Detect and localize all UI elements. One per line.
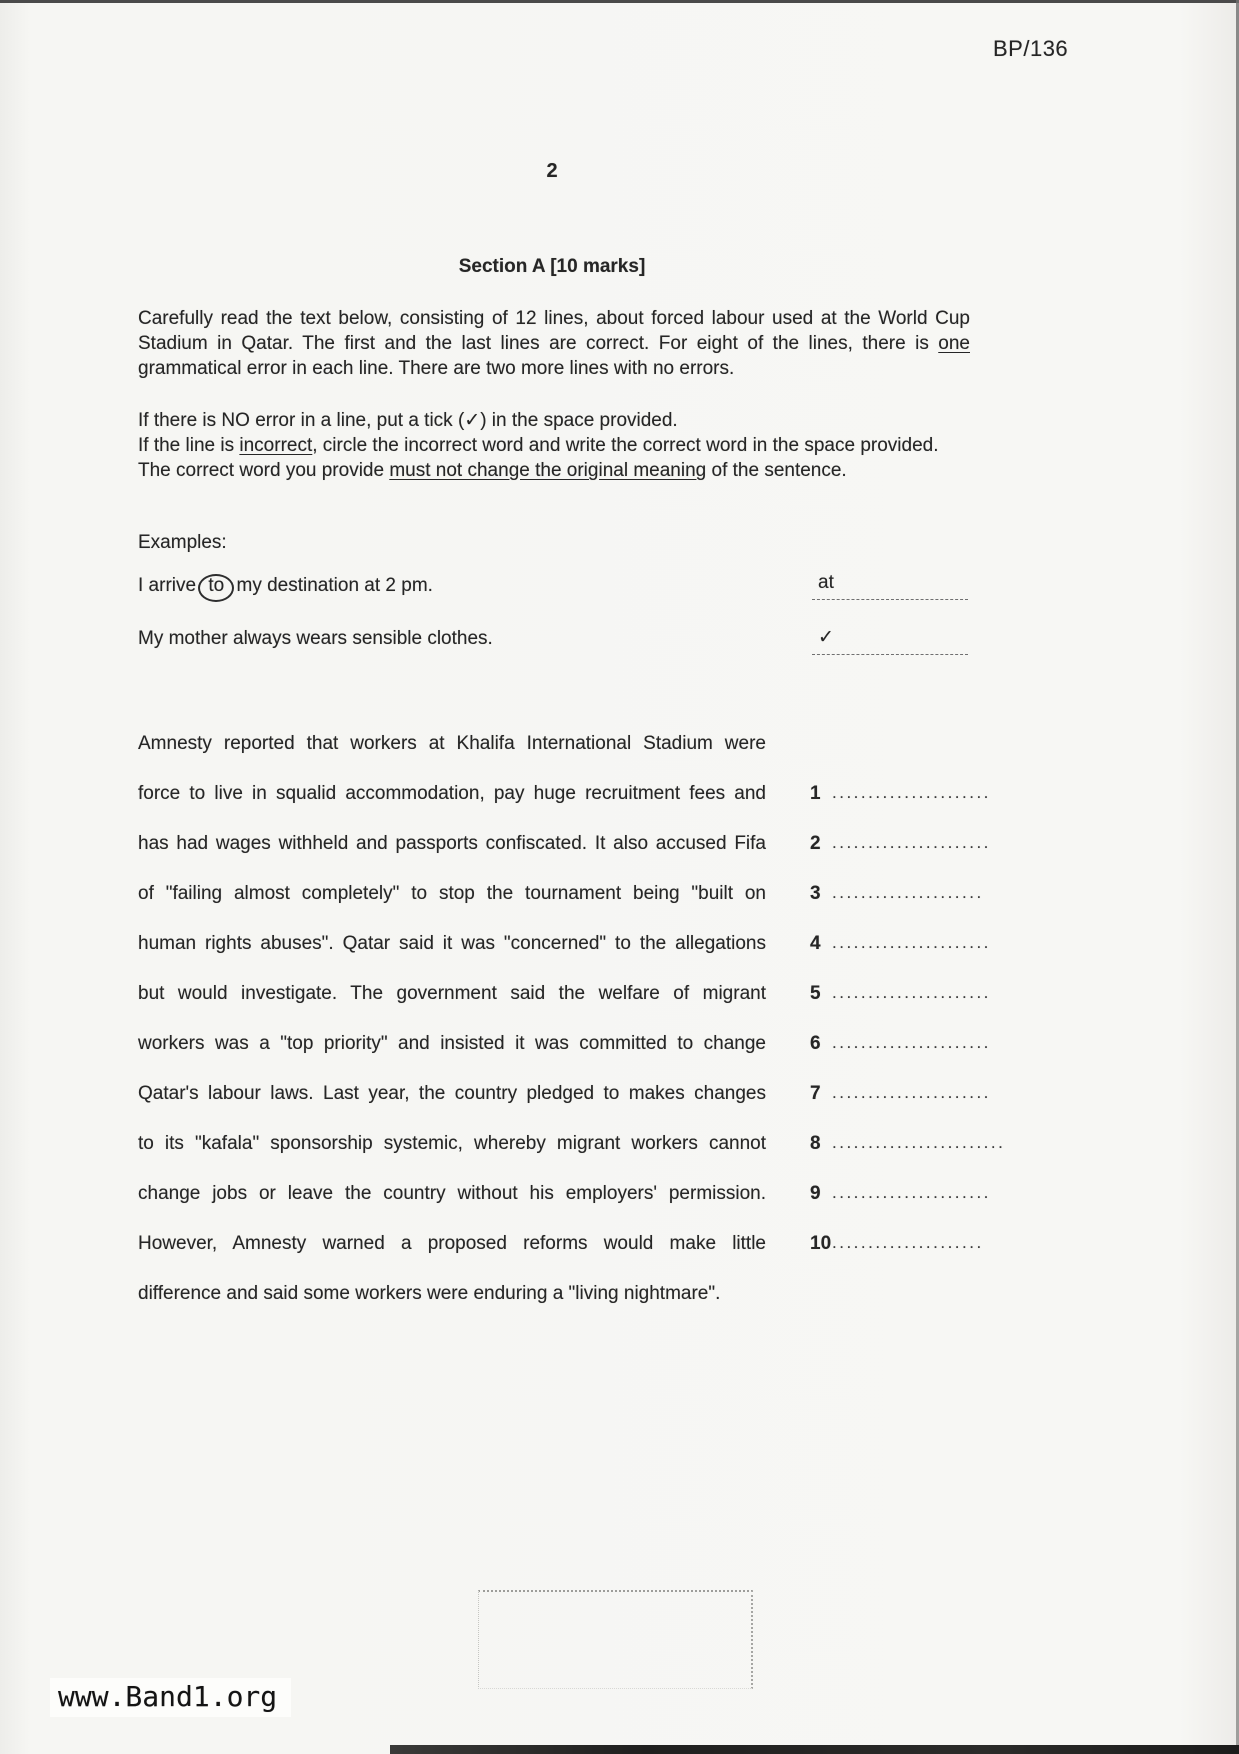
passage-line-text: change jobs or leave the country without his employers' permission. [138,1183,766,1204]
passage-line-number: 10 [810,1233,832,1254]
rule-incorrect-text-2: , circle the incorrect word and write the correct word in the space provided. [312,435,939,456]
passage-line-text: has had wages withheld and passports confiscated. It also accused Fifa [138,833,766,854]
passage-answer-blank: ...................... [832,933,991,952]
intro-text-1: Carefully read the text below, consisting of 12 lines, about forced labour used at the World Cup Stadium in Qatar. The first and the last lines are correct. For eight of the lines, there is [138,308,970,354]
example1-circled-word: to [198,574,234,602]
passage-answer-blank: ...................... [832,833,991,852]
passage-line-number: 8 [810,1133,821,1154]
passage-line-text: but would investigate. The government said the welfare of migrant [138,983,766,1004]
passage-line-text: to its "kafala" sponsorship systemic, whereby migrant workers cannot [138,1133,766,1154]
example-row-1 [138,574,970,608]
passage-row [138,983,991,1015]
passage-line-number: 1 [810,783,821,804]
passage-row [138,783,991,815]
example2-sentence: My mother always wears sensible clothes. [138,628,493,649]
passage-row [138,833,991,865]
rule-incorrect [138,433,970,458]
passage-answer-blank: ...................... [832,1183,991,1202]
footer-watermark-url: www.Band1.org [50,1678,291,1717]
section-title: Section A [10 marks] [458,256,646,277]
scan-artifact-bottom-bar [390,1745,1239,1754]
rule-incorrect-text-1: If the line is [138,435,240,456]
example-row-2 [138,628,970,662]
passage-line-number: 2 [810,833,821,854]
passage-line-number: 6 [810,1033,821,1054]
passage-row [138,883,983,915]
example1-text-after: my destination at 2 pm. [236,575,433,596]
passage-answer-blank: ...................... [832,1033,991,1052]
passage-answer-blank: ...................... [832,1083,991,1102]
scan-artifact-top-edge [0,0,1239,3]
example1-text-before: I arrive [138,575,197,596]
passage-answer-blank: ...................... [832,983,991,1002]
passage-line-text: Amnesty reported that workers at Khalifa International Stadium were [138,733,766,754]
passage-line-text: Qatar's labour laws. Last year, the country pledged to makes changes [138,1083,766,1104]
examples-label: Examples: [138,532,227,553]
example1-answer-blank: at [812,572,968,600]
passage-line-number: 5 [810,983,821,1004]
intro-text-2: grammatical error in each line. There are two more lines with no errors. [138,358,735,379]
passage-row [138,1283,983,1315]
passage-row [138,933,991,965]
intro-paragraph [138,306,970,381]
passage-line-number: 4 [810,933,821,954]
passage-line-text: However, Amnesty warned a proposed reforms would make little [138,1233,766,1254]
document-code: BP/136 [993,36,1069,61]
rule-meaning-underlined: must not change the original meaning [389,460,707,481]
passage-line-text: workers was a "top priority" and insisted it was committed to change [138,1033,766,1054]
passage-answer-blank: ..................... [832,883,984,902]
intro-underlined-word: one [938,333,970,354]
rule-meaning [138,458,970,483]
passage-row [138,1183,991,1215]
passage-line-text: difference and said some workers were enduring a "living nightmare". [138,1283,721,1304]
passage-row [138,1083,991,1115]
rule-meaning-text-1: The correct word you provide [138,460,390,481]
passage-line-number: 9 [810,1183,821,1204]
marking-rules [138,408,970,483]
passage-row [138,733,983,765]
page-number: 2 [546,160,558,182]
example2-answer-blank: ✓ [812,626,968,655]
rule-incorrect-underlined: incorrect [239,435,313,456]
passage-row [138,1133,1006,1165]
rule-tick: If there is NO error in a line, put a tick (✓) in the space provided. [138,410,678,431]
passage-line-number: 7 [810,1083,821,1104]
rule-meaning-text-2: of the sentence. [706,460,847,481]
dotted-answer-box [478,1590,753,1689]
passage-line-text: force to live in squalid accommodation, pay huge recruitment fees and [138,783,766,804]
passage-line-text: human rights abuses". Qatar said it was "concerned" to the allegations [138,933,766,954]
passage-row [138,1233,983,1265]
passage-line-text: of "failing almost completely" to stop the tournament being "built on [138,883,766,904]
passage-line-number: 3 [810,883,821,904]
passage-answer-blank: ........................ [832,1133,1006,1152]
passage-row [138,1033,991,1065]
passage-answer-blank: ...................... [832,783,991,802]
passage-answer-blank: ..................... [832,1233,984,1252]
